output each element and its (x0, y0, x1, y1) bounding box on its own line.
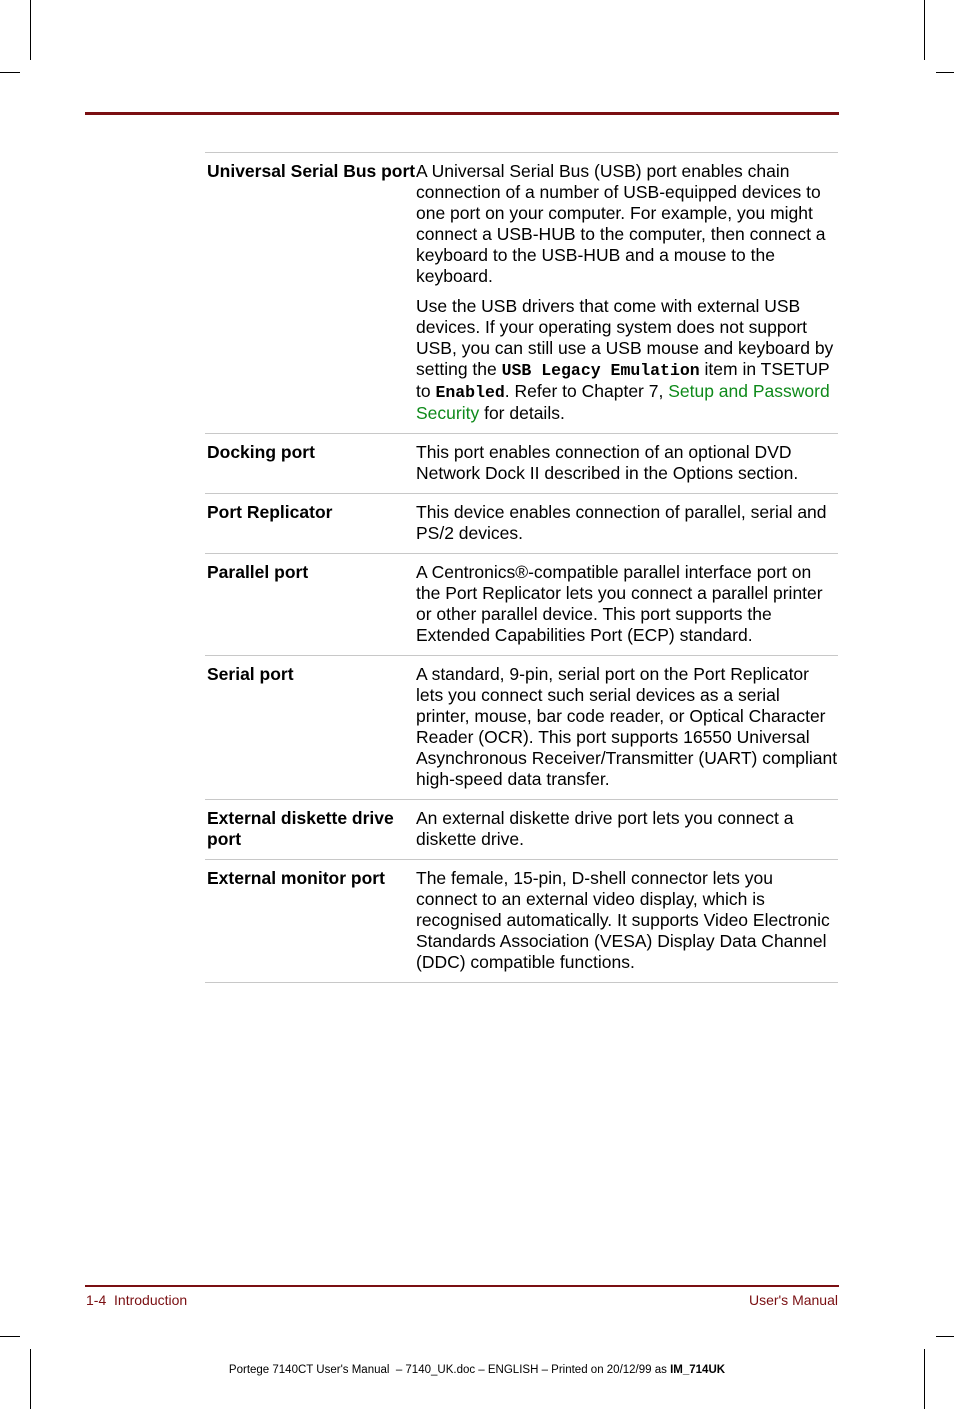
crop-mark (936, 72, 954, 73)
footer-manual-title: User's Manual (748, 1292, 838, 1308)
print-info-text: Portege 7140CT User's Manual – 7140_UK.doc – ENGLISH – Printed on 20/12/99 as (228, 1364, 671, 1376)
row-description: This port enables connection of an optional DVD Network Dock II described in the Options section. (416, 442, 799, 483)
crop-mark (924, 0, 925, 60)
text-run: Use the USB drivers that come with external USB devices. If your operating system does not support USB, you can still use a USB mouse and keyboard by setting the (416, 296, 834, 379)
table-row (205, 656, 838, 800)
chapter-link[interactable]: Setup and Password Security (416, 381, 830, 423)
text-run: . Refer to Chapter 7, (504, 381, 669, 401)
crop-mark (30, 0, 31, 60)
description-paragraph: A Universal Serial Bus (USB) port enables chain connection of a number of USB-equipped devices to one port on your computer. For example, you might connect a USB-HUB to the computer, then connect a keyboard to the USB-HUB and a mouse to the keyboard. (416, 161, 826, 286)
row-term: Serial port (207, 664, 294, 684)
text-run: for details. (479, 403, 565, 423)
setting-name: USB Legacy Emulation (501, 361, 700, 380)
print-info-id: IM_714UK (670, 1364, 726, 1376)
crop-mark (0, 1336, 20, 1337)
table-row (205, 434, 838, 494)
crop-mark (0, 72, 20, 73)
row-term: Universal Serial Bus port (207, 161, 416, 181)
row-description: A standard, 9-pin, serial port on the Port Replicator lets you connect such serial devices as a serial printer, mouse, bar code reader, or Optical Character Reader (OCR). This port supports 16550 Universal Asynchronous Receiver/Transmitter (UART) compliant high-speed data transfer. (416, 664, 838, 789)
table-row (205, 800, 838, 860)
print-info-line (0, 1364, 954, 1376)
footer-rule (85, 1285, 839, 1287)
row-term: Port Replicator (207, 502, 333, 522)
row-term: Parallel port (207, 562, 309, 582)
crop-mark (936, 1336, 954, 1337)
description-paragraph (416, 296, 838, 424)
row-description: The female, 15-pin, D-shell connector lets you connect to an external video display, which is recognised automatically. It supports Video Electronic Standards Association (VESA) Display Data Channel (DDC) compatible functions. (416, 868, 830, 972)
table-row (205, 494, 838, 554)
table-row (205, 153, 838, 434)
row-term: Docking port (207, 442, 315, 462)
footer-page-label: 1-4 Introduction (86, 1292, 188, 1308)
crop-mark (30, 1349, 31, 1409)
port-definition-table (205, 152, 838, 983)
setting-value: Enabled (435, 383, 505, 402)
row-description: An external diskette drive port lets you connect a diskette drive. (416, 808, 794, 849)
row-term: External diskette drive port (207, 808, 394, 849)
crop-mark (924, 1349, 925, 1409)
table-row (205, 860, 838, 983)
row-description: A Centronics®-compatible parallel interface port on the Port Replicator lets you connect a parallel printer or other parallel device. This port supports the Extended Capabilities Port (ECP) standard. (416, 562, 823, 645)
row-description (416, 161, 838, 424)
row-description: This device enables connection of parallel, serial and PS/2 devices. (416, 502, 827, 543)
text-run: item in TSETUP to (416, 359, 830, 401)
table-row (205, 554, 838, 656)
header-rule (85, 112, 839, 115)
row-term: External monitor port (207, 868, 385, 888)
